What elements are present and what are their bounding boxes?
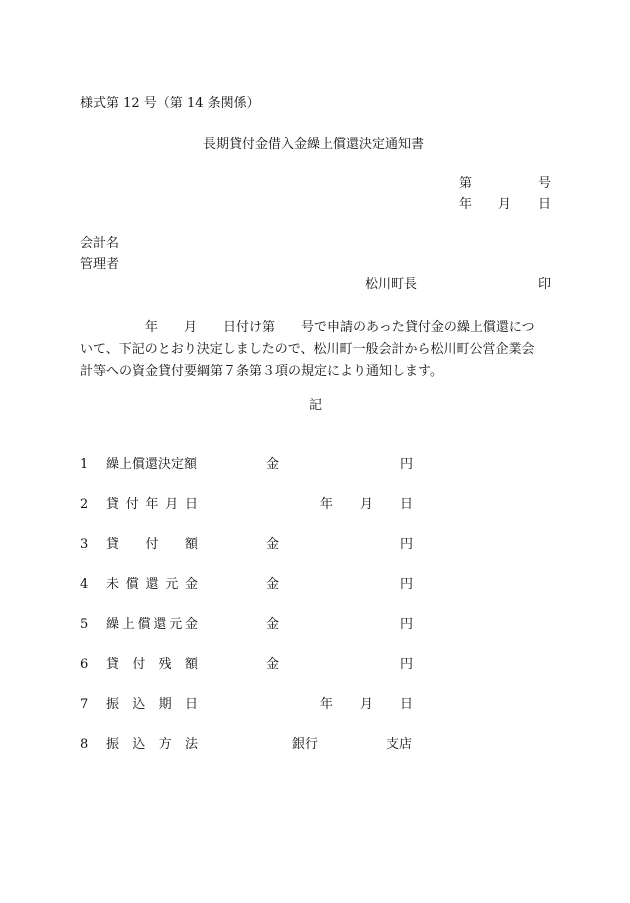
header-nen: 年 xyxy=(459,197,473,212)
item-hi: 日 xyxy=(400,497,414,512)
item-label-char: 付 xyxy=(145,537,159,552)
item-label xyxy=(106,617,198,633)
addressee-manager: 管理者 xyxy=(80,257,120,272)
item-7 xyxy=(80,697,420,717)
notice-body-line-3: 計等への資金貸付要綱第７条第３項の規定により通知します。 xyxy=(80,364,443,379)
item-tsuki: 月 xyxy=(360,497,374,512)
item-number: 1 xyxy=(80,457,89,472)
notice-body xyxy=(80,317,555,383)
item-4 xyxy=(80,577,420,597)
item-number: 4 xyxy=(80,577,89,592)
ki-heading: 記 xyxy=(309,398,323,413)
item-kin: 金 xyxy=(266,577,280,592)
item-kin: 金 xyxy=(266,657,280,672)
item-label-char: 貸 xyxy=(106,497,120,512)
item-label-char: 期 xyxy=(158,697,172,712)
form-number: 様式第 12 号（第 14 条関係） xyxy=(80,96,260,111)
item-label-char: 日 xyxy=(184,697,198,712)
item-3 xyxy=(80,537,420,557)
header-go: 号 xyxy=(538,176,552,191)
item-label-char: 残 xyxy=(158,657,172,672)
item-kin: 金 xyxy=(266,617,280,632)
header-dai: 第 xyxy=(459,176,473,191)
item-label-char: 元 xyxy=(165,577,179,592)
item-yen: 円 xyxy=(400,537,414,552)
item-hi: 日 xyxy=(400,697,414,712)
item-label-char: 込 xyxy=(132,697,146,712)
document-title: 長期貸付金借入金繰上償還決定通知書 xyxy=(203,137,425,152)
header-tsuki: 月 xyxy=(498,197,512,212)
item-label-char: 還 xyxy=(145,577,159,592)
item-label-char: 年 xyxy=(145,497,159,512)
item-label-char: 振 xyxy=(106,737,120,752)
item-label-char: 繰 xyxy=(106,617,120,632)
item-number: 3 xyxy=(80,537,89,552)
item-number: 7 xyxy=(80,697,89,712)
item-yen: 円 xyxy=(400,617,414,632)
item-label-char: 元 xyxy=(169,617,183,632)
item-label-char: 償 xyxy=(137,617,151,632)
item-label xyxy=(106,577,198,593)
item-label-char: 額 xyxy=(184,657,198,672)
item-kin: 金 xyxy=(266,537,280,552)
item-branch: 支店 xyxy=(386,737,413,752)
item-label-char: 償 xyxy=(125,577,139,592)
item-label xyxy=(106,537,198,553)
item-yen: 円 xyxy=(400,657,414,672)
item-label-char: 金 xyxy=(184,577,198,592)
header-hi: 日 xyxy=(538,197,552,212)
item-nen: 年 xyxy=(320,497,334,512)
issuer-name: 松川町長 xyxy=(365,277,418,292)
item-label-char: 金 xyxy=(184,617,198,632)
item-label-char: 貸 xyxy=(106,657,120,672)
addressee-account-name: 会計名 xyxy=(80,236,120,251)
item-label-char: 額 xyxy=(184,537,198,552)
item-number: 6 xyxy=(80,657,89,672)
item-8 xyxy=(80,737,420,757)
item-yen: 円 xyxy=(400,577,414,592)
item-1 xyxy=(80,457,420,477)
item-label: 繰上償還決定額 xyxy=(106,457,198,472)
item-label-char: 貸 xyxy=(106,537,120,552)
seal-mark: 印 xyxy=(538,277,552,292)
item-5 xyxy=(80,617,420,637)
item-label-char: 上 xyxy=(121,617,135,632)
item-label-char: 未 xyxy=(106,577,120,592)
notice-body-line-2: いて、下記のとおり決定しましたので、松川町一般会計から松川町公営企業会 xyxy=(80,342,535,357)
item-label-char: 還 xyxy=(153,617,167,632)
notice-body-line-1: 年 月 日付け第 号で申請のあった貸付金の繰上償還につ xyxy=(80,320,535,335)
item-label xyxy=(106,697,198,713)
item-label-char: 振 xyxy=(106,697,120,712)
item-label-char: 付 xyxy=(132,657,146,672)
item-nen: 年 xyxy=(320,697,334,712)
item-label-char: 月 xyxy=(165,497,179,512)
item-2 xyxy=(80,497,420,517)
item-6 xyxy=(80,657,420,677)
item-kin: 金 xyxy=(266,457,280,472)
item-label xyxy=(106,497,198,513)
item-tsuki: 月 xyxy=(360,697,374,712)
item-label xyxy=(106,737,198,753)
item-label xyxy=(106,657,198,673)
item-number: 8 xyxy=(80,737,89,752)
item-number: 5 xyxy=(80,617,89,632)
item-number: 2 xyxy=(80,497,89,512)
item-label-char: 法 xyxy=(184,737,198,752)
item-yen: 円 xyxy=(400,457,414,472)
item-label-char: 込 xyxy=(132,737,146,752)
item-label-char: 付 xyxy=(125,497,139,512)
item-label-char: 方 xyxy=(158,737,172,752)
item-bank: 銀行 xyxy=(292,737,319,752)
item-label-char: 日 xyxy=(184,497,198,512)
